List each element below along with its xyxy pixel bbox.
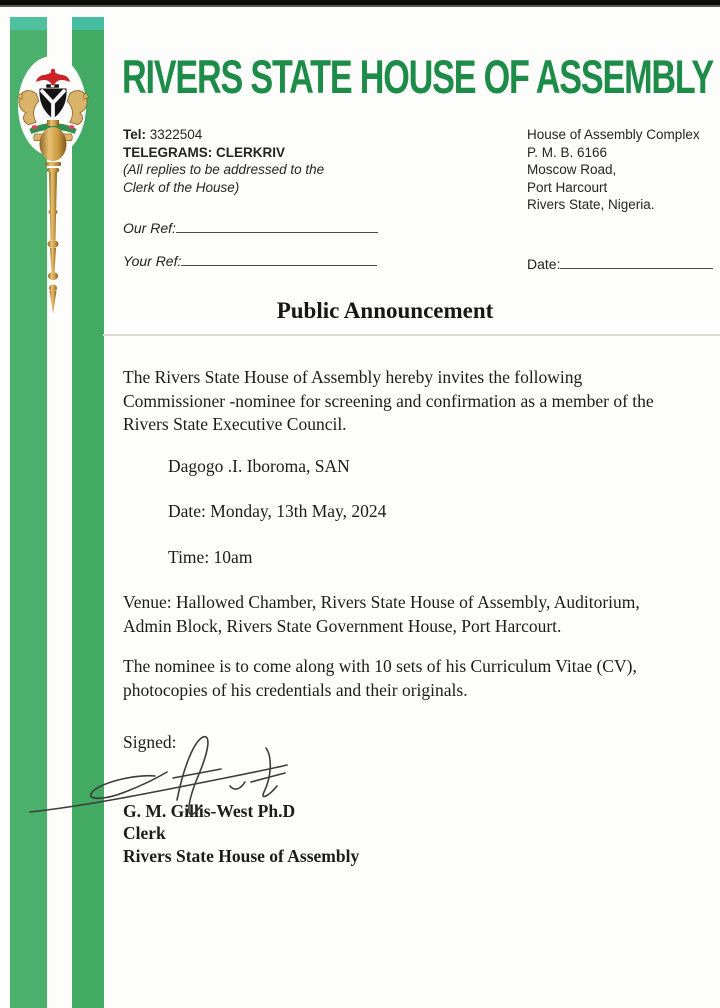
tel-line: [123, 126, 324, 144]
requirements-line: The nominee is to come along with 10 sets of his Curriculum Vitae (CV),: [123, 656, 637, 676]
our-ref-line: [123, 219, 378, 236]
title-divider: [103, 334, 720, 336]
tel-value: 3322504: [146, 127, 203, 142]
screening-time: Time: 10am: [168, 546, 253, 567]
address-line: Moscow Road,: [527, 162, 617, 177]
address-line: Port Harcourt: [527, 179, 608, 195]
address-line: Rivers State, Nigeria.: [527, 197, 655, 212]
venue-paragraph: [123, 591, 713, 638]
address-line: House of Assembly Complex: [527, 127, 700, 142]
signature-scribble: [25, 726, 305, 821]
address-block: [527, 126, 700, 214]
mace-icon: [38, 120, 68, 316]
our-ref-label: Our Ref:: [123, 220, 176, 236]
your-ref-line: [123, 252, 377, 269]
signatory-org: Rivers State House of Assembly: [123, 845, 360, 866]
requirements-paragraph: [123, 655, 713, 702]
venue-line: Admin Block, Rivers State Government House, Port Harcourt.: [123, 615, 562, 636]
signatory-name: G. M. Gillis-West Ph.D: [123, 800, 296, 821]
requirements-line: photocopies of his credentials and their originals.: [123, 679, 468, 700]
replies-note-line-2: Clerk of the House): [123, 179, 240, 195]
intro-paragraph: [123, 366, 713, 437]
signed-label: Signed:: [123, 732, 177, 752]
intro-line: The Rivers State House of Assembly hereby invites the following: [123, 367, 583, 387]
intro-line: Commissioner -nominee for screening and confirmation as a member of the: [123, 390, 654, 411]
intro-line: Rivers State Executive Council.: [123, 414, 347, 434]
our-ref-blank: [176, 219, 378, 233]
nominee-name: Dagogo .I. Iboroma, SAN: [168, 455, 350, 476]
your-ref-blank: [181, 252, 377, 266]
date-label: Date:: [527, 256, 561, 272]
tel-label: Tel:: [123, 127, 146, 142]
document-title: Public Announcement: [276, 298, 494, 323]
replies-note-line-1: (All replies to be addressed to the: [123, 162, 325, 177]
address-line: P. M. B. 6166: [527, 144, 608, 160]
date-blank: [560, 255, 713, 269]
flag-stripe-right: [72, 17, 104, 1008]
scan-top-edge: [0, 0, 720, 7]
telegrams-line: TELEGRAMS: CLERKRIV: [123, 144, 285, 160]
org-title: RIVERS STATE HOUSE OF ASSEMBLY: [122, 51, 714, 104]
contact-block: [123, 126, 324, 196]
date-line: [527, 255, 713, 272]
screening-date: Date: Monday, 13th May, 2024: [168, 501, 387, 521]
signatory-title: Clerk: [123, 823, 166, 843]
venue-line: Venue: Hallowed Chamber, Rivers State House of Assembly, Auditorium,: [123, 592, 640, 612]
your-ref-label: Your Ref:: [123, 253, 182, 269]
